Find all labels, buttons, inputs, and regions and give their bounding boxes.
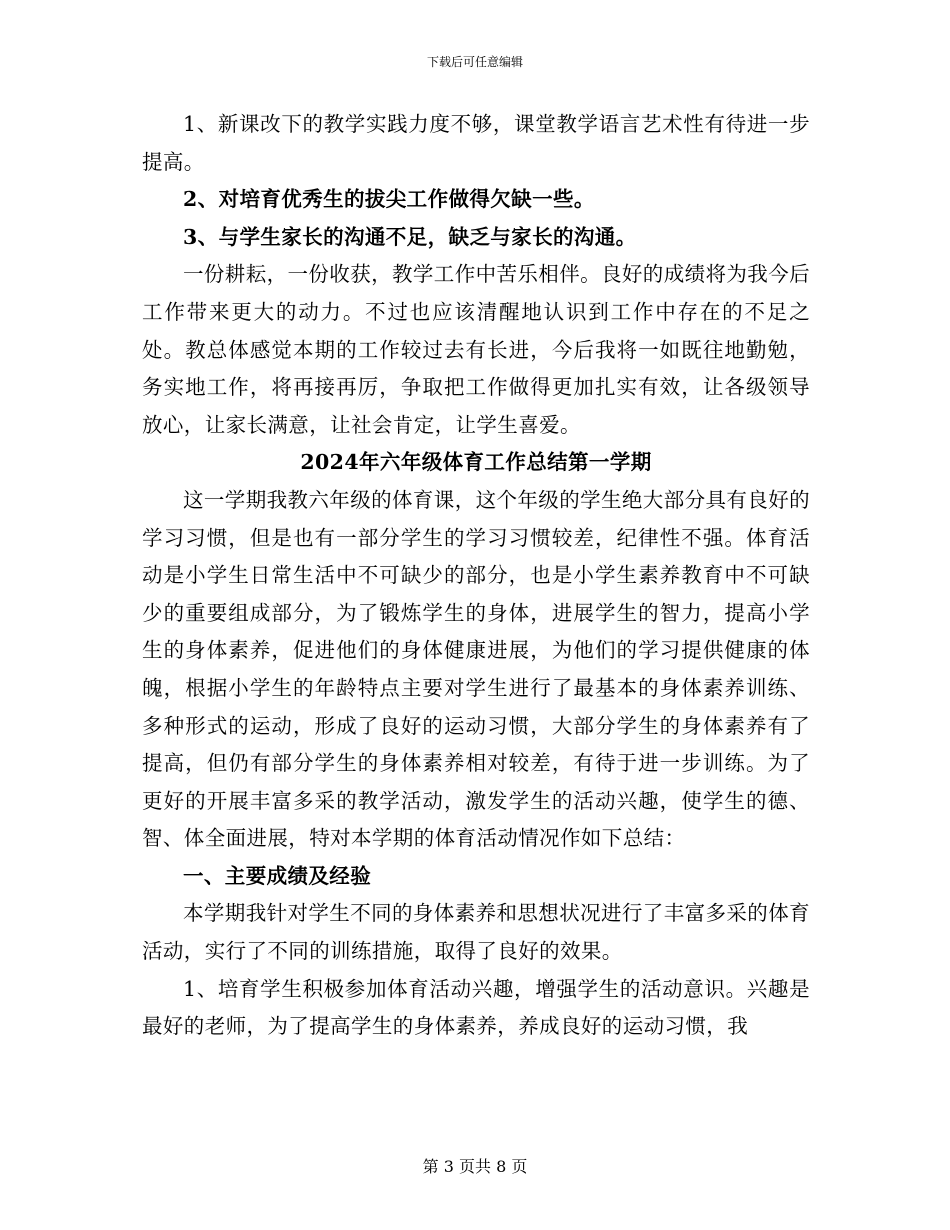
paragraph-8: 本学期我针对学生不同的身体素养和思想状况进行了丰富多采的体育活动，实行了不同的训练措施，取得了良好的效果。 (142, 901, 810, 964)
paragraph-9: 1、培育学生积极参加体育活动兴趣，增强学生的活动意识。兴趣是最好的老师，为了提高学生的身体素养，养成良好的运动习惯，我 (142, 976, 810, 1039)
paragraph-4: 一份耕耘，一份收获，教学工作中苦乐相伴。良好的成绩将为我今后工作带来更大的动力。不过也应该清醒地认识到工作中存在的不足之处。教总体感觉本期的工作较过去有长进，今后我将一如既往地勤勉，务实地工作，将再接再厉，争取把工作做得更加扎实有效，让各级领导放心，让家长满意，让社会肯定，让学生喜爱。 (142, 262, 810, 437)
section-title: 2024年六年级体育工作总结第一学期 (300, 450, 652, 475)
paragraph-2: 2、对培育优秀生的拔尖工作做得欠缺一些。 (183, 187, 595, 212)
paragraph-6: 这一学期我教六年级的体育课，这个年级的学生绝大部分具有良好的学习习惯，但是也有一部分学生的学习习惯较差，纪律性不强。体育活动是小学生日常生活中不可缺少的部分，也是小学生素养教育中不可缺少的重要组成部分，为了锻炼学生的身体，进展学生的智力，提高小学生的身体素养，促进他们的身体健康进展，为他们的学习提供健康的体魄，根据小学生的年龄特点主要对学生进行了最基本的身体素养训练、多种形式的运动，形成了良好的运动习惯，大部分学生的身体素养有了提高，但仍有部分学生的身体素养相对较差，有待于进一步训练。为了更好的开展丰富多采的教学活动，激发学生的活动兴趣，使学生的德、智、体全面进展，特对本学期的体育活动情况作如下总结： (142, 487, 810, 851)
document-body (142, 106, 810, 1046)
page-footer: 第 3 页共 8 页 (422, 1157, 528, 1176)
subheading: 一、主要成绩及经验 (183, 863, 372, 888)
paragraph-1: 1、新课改下的教学实践力度不够，课堂教学语言艺术性有待进一步提高。 (142, 112, 810, 174)
paragraph-3: 3、与学生家长的沟通不足，缺乏与家长的沟通。 (183, 224, 637, 249)
page-header: 下载后可任意编辑 (426, 55, 523, 69)
